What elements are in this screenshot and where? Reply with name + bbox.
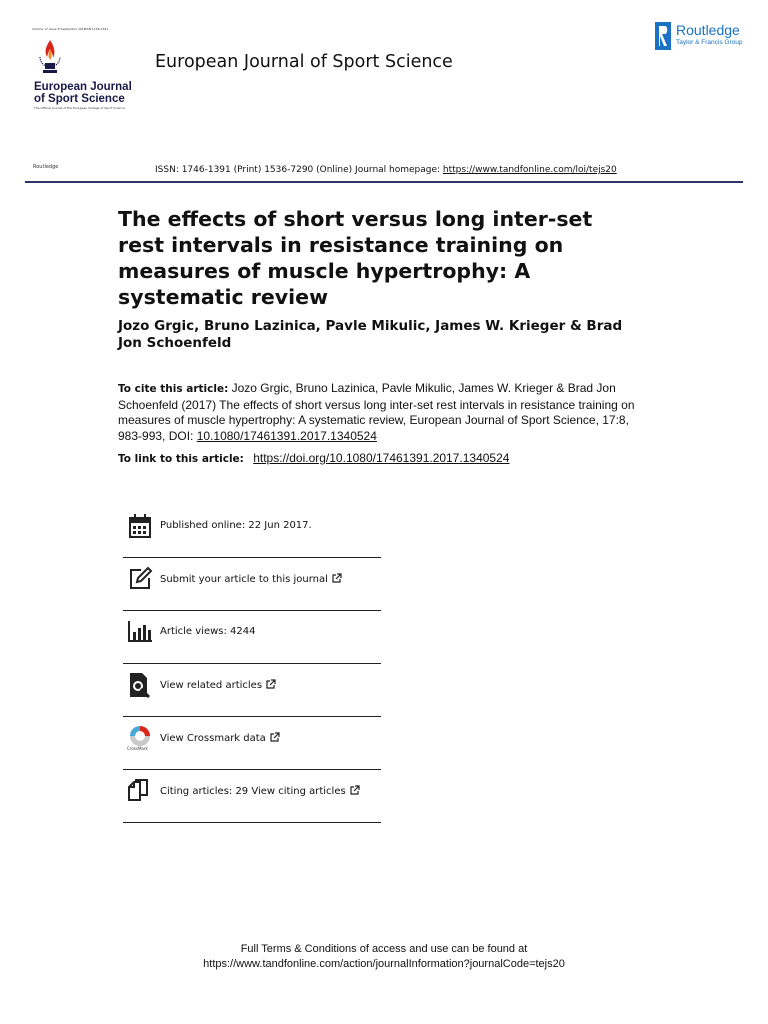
external-link-icon (350, 785, 360, 795)
publisher-subtitle: Taylor & Francis Group (676, 39, 743, 46)
routledge-r-icon (655, 22, 671, 50)
crossmark-link[interactable] (160, 732, 280, 744)
info-divider (123, 769, 381, 770)
journal-homepage-link[interactable]: https://www.tandfonline.com/loi/tejs20 (442, 165, 617, 175)
article-title: The effects of short versus long inter-set rest intervals in resistance training on measures of muscle hypertrophy: A systematic review (118, 207, 593, 309)
related-articles-link[interactable] (160, 679, 276, 691)
calendar-icon (127, 513, 153, 539)
info-divider (123, 663, 381, 664)
article-authors: Jozo Grgic, Bruno Lazinica, Pavle Mikulic, James W. Krieger & Brad Jon Schoenfeld (118, 318, 623, 351)
cite-label: To cite this article: (118, 383, 229, 395)
citing-icon (127, 778, 153, 804)
cite-text: Jozo Grgic, Bruno Lazinica, Pavle Mikulic, James W. Krieger & Brad Jon Schoenfeld (2017) The effects of short versus long inter-set rest intervals in resistance training on measures of muscle hypertrophy: A systematic review, European Journal of Sport Science, 17:8, 983-993, DOI: (118, 381, 635, 443)
issn-line (155, 165, 617, 175)
cite-doi-link[interactable]: 10.1080/17461391.2017.1340524 (196, 428, 377, 443)
small-publisher-logo: Routledge (33, 164, 59, 170)
external-link-icon (332, 573, 342, 583)
external-link-icon (266, 679, 276, 689)
citing-articles-link[interactable] (160, 785, 360, 797)
related-articles-row[interactable] (123, 672, 381, 725)
article-doi-link[interactable]: https://doi.org/10.1080/17461391.2017.1340524 (253, 451, 510, 465)
crossmark-logo-text: CrossMark (127, 746, 148, 751)
citing-articles-row[interactable] (123, 778, 381, 831)
crossmark-label: View Crossmark data (160, 733, 266, 744)
header-divider (25, 181, 743, 183)
footer-terms-link[interactable]: https://www.tandfonline.com/action/journalInformation?journalCode=tejs20 (203, 958, 565, 970)
crossmark-row[interactable] (123, 725, 381, 778)
article-views-text: Article views: 4244 (160, 626, 256, 637)
submit-article-link[interactable] (160, 573, 342, 585)
submit-article-row[interactable] (123, 566, 381, 619)
published-online-text: Published online: 22 Jun 2017. (160, 520, 312, 531)
info-divider (123, 610, 381, 611)
logo-line-1: European Journal (34, 81, 132, 93)
terms-footer (0, 942, 768, 972)
submit-article-label: Submit your article to this journal (160, 574, 328, 585)
citing-articles-label: Citing articles: 29 View citing articles (160, 786, 346, 797)
external-link-icon (270, 732, 280, 742)
citation-block (118, 381, 648, 444)
journal-name: European Journal of Sport Science (155, 52, 453, 72)
related-articles-label: View related articles (160, 680, 263, 691)
journal-logo-text (34, 81, 132, 105)
info-divider (123, 822, 381, 823)
issue-tiny-text: Volume 17 Issue 8 September 2017 (32, 27, 86, 31)
issn-text: ISSN: 1746-1391 (Print) 1536-7290 (Online) Journal homepage: (155, 165, 443, 175)
logo-subtitle: The Official Journal of the European College of Sport Science (34, 106, 125, 110)
search-document-icon (127, 672, 153, 698)
published-online-row (123, 513, 381, 566)
publisher-name: Routledge (676, 22, 740, 38)
issn-tiny-text: ISSN 1746-1391 (84, 27, 109, 31)
journal-logo-emblem (36, 37, 64, 77)
footer-line-1: Full Terms & Conditions of access and use can be found at (240, 943, 528, 955)
info-divider (123, 557, 381, 558)
article-views-row (123, 619, 381, 672)
article-link-line (118, 451, 678, 465)
info-divider (123, 716, 381, 717)
link-label: To link to this article: (118, 453, 244, 465)
edit-icon (127, 566, 153, 592)
bar-chart-icon (127, 619, 153, 645)
logo-line-2: of Sport Science (34, 93, 125, 105)
